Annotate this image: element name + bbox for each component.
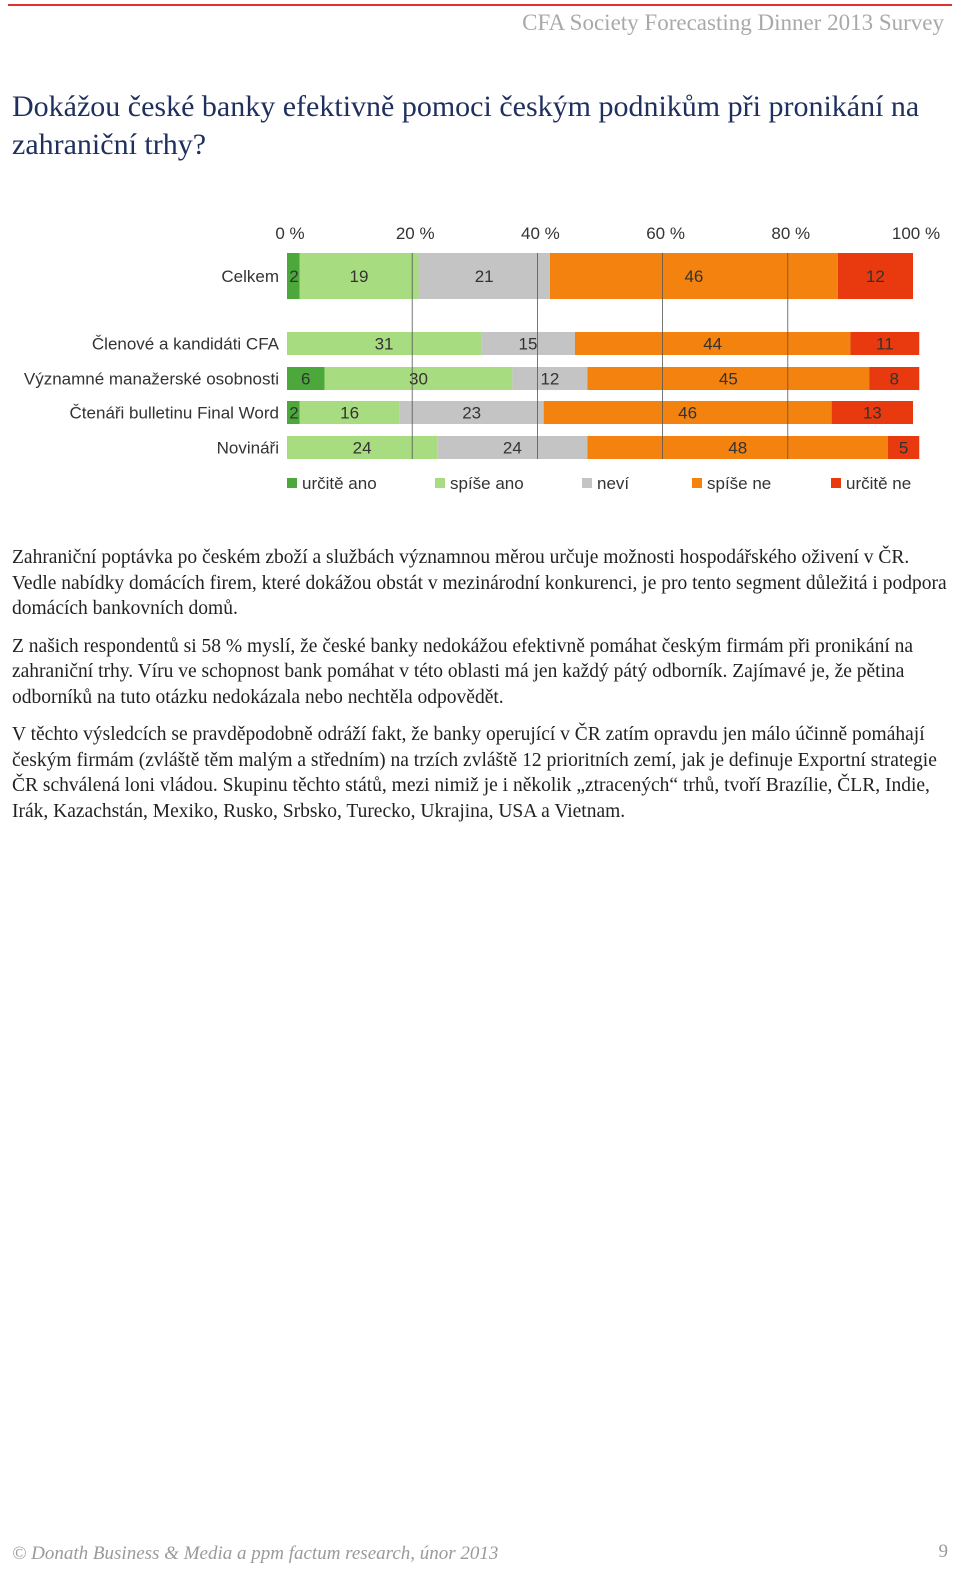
data-label: 46 [684,267,704,286]
legend-swatch [287,478,297,488]
page-number: 9 [938,1541,948,1562]
data-label: 46 [678,403,698,423]
data-label: 31 [374,334,394,354]
category-label: Novináři [216,438,279,458]
category-label: Významné manažerské osobnosti [23,369,279,389]
legend-label: neví [597,474,630,493]
x-tick-label: 40 % [521,224,560,243]
category-label: Čtenáři bulletinu Final Word [69,403,279,423]
legend-label: spíše ne [707,474,772,493]
x-tick-label: 20 % [395,224,435,243]
data-label: 15 [518,334,538,354]
data-label: 23 [462,403,482,423]
body-text [12,545,947,836]
paragraph-3: V těchto výsledcích se pravděpodobně odráží fakt, že banky operující v ČR zatím opravdu jen málo účinně pomáhají českým firmám (zvláště těm malým a středním) na trzích zvláště 12 prioritních zemí, jak je definuje Exportní strategie ČR schválená loni vládou. Skupinu těchto států, mezi nimiž je i několik „ztracených“ trhů, tvoří Brazílie, ČLR, Indie, Irák, Kazachstán, Mexiko, Rusko, Srbsko, Turecko, Ukrajina, USA a Vietnam. [12,724,937,822]
data-label: 30 [408,369,428,389]
data-label: 13 [862,403,882,423]
data-label: 5 [898,438,909,458]
data-label: 6 [301,369,311,389]
data-label: 24 [502,438,522,458]
data-label: 8 [889,369,899,389]
category-label: Členové a kandidáti CFA [91,334,279,354]
paragraph-1: Zahraniční poptávka po českém zboží a službách významnou měrou určuje možnosti hospodářského oživení v ČR. Vedle nabídky domácích firem, které dokážou obstát v mezinárodní konkurenci, je pro tento segment důležitá i podpora domácích bankovních domů. [12,547,947,619]
data-label: 45 [718,369,738,389]
data-label: 19 [349,267,369,286]
data-label: 12 [865,267,885,286]
data-label: 12 [540,369,560,389]
paragraph-2: Z našich respondentů si 58 % myslí, že české banky nedokážou efektivně pomáhat českým firmám při pronikání na zahraniční trhy. Víru ve schopnost bank pomáhat v této oblasti má jen každý pátý odborník. Zajímavé je, že pětina odborníků na tuto otázku nedokázala nebo nechtěla odpovědět. [12,635,914,708]
data-label: 11 [876,334,894,354]
x-tick-label: 0 % [275,224,305,243]
legend-swatch [831,478,841,488]
data-label: 16 [340,403,360,423]
legend-label: určitě ano [302,474,377,493]
data-label: 44 [703,334,723,354]
header-title: CFA Society Forecasting Dinner 2013 Survey [522,10,944,35]
data-label: 2 [289,267,299,286]
legend-label: určitě ne [846,474,912,493]
data-label: 48 [728,438,748,458]
legend-swatch [692,478,702,488]
header-rule [8,4,952,6]
category-label: Celkem [221,267,279,286]
data-label: 21 [474,267,494,286]
page-title: Dokážou české banky efektivně pomoci českým podnikům při pronikání na zahraniční trhy? [12,90,920,161]
data-label: 2 [289,403,299,423]
x-tick-label: 80 % [771,224,811,243]
x-tick-label: 100 % [891,224,941,243]
legend-swatch [582,478,592,488]
legend-swatch [435,478,445,488]
stacked-bar-chart [0,210,960,510]
footer-credit: © Donath Business & Media a ppm factum research, únor 2013 [12,1543,499,1564]
data-label: 24 [352,438,372,458]
x-tick-label: 60 % [646,224,685,243]
legend-label: spíše ano [450,474,524,493]
